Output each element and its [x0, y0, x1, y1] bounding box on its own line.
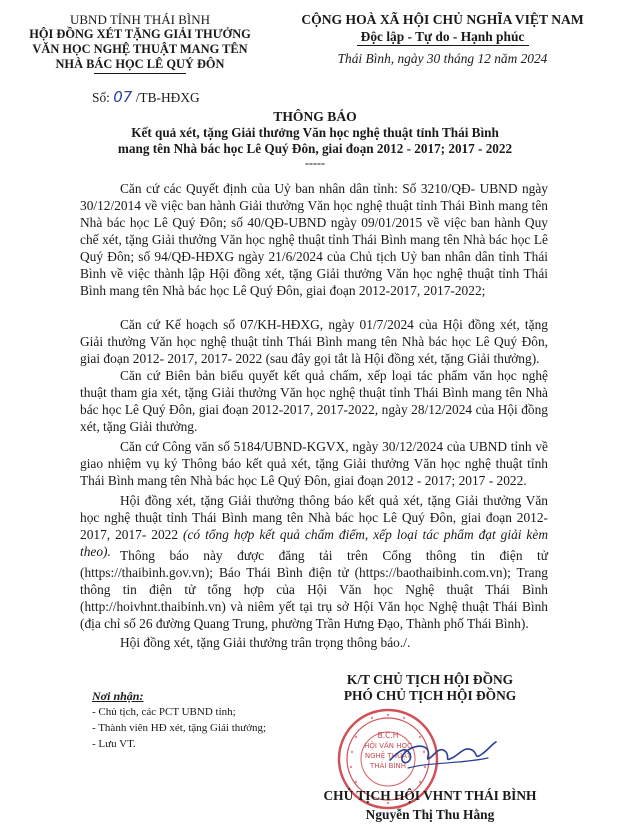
paragraph-legal-basis-2: Căn cứ Kế hoạch số 07/KH-HĐXG, ngày 01/7/2024 của Hội đồng xét, tặng Giải thưởng Văn học nghệ thuật tỉnh Thái Bình mang tên Nhà bác học Lê Quý Đôn, giai đoạn 2012- 2017, 2017- 2022 (sau đây gọi tắt là Hội đồng xét, tặng Giải thưởng). — [80, 317, 548, 366]
header-left — [25, 12, 255, 74]
seal-text-line: THÁI BÌNH — [370, 762, 406, 770]
issuing-authority: UBND TỈNH THÁI BÌNH — [70, 12, 210, 27]
header-left-underline — [94, 73, 186, 74]
handwritten-signature — [380, 728, 500, 778]
handwritten-number: 07 — [113, 88, 133, 106]
council-name-line2: VĂN HỌC NGHỆ THUẬT MANG TÊN — [32, 42, 248, 56]
paragraph-closing: Hội đồng xét, tặng Giải thưởng trân trọng thông báo./. — [120, 635, 411, 650]
paragraph-publication: Thông báo này được đăng tải trên Cổng thông tin điện tử (https://thaibinh.gov.vn); Báo Thái Bình điện tử (https://baothaibinh.com.vn); Trang thông tin điện tử tổng hợp của Hội Văn học Nghệ thuật Thái Bình (http://hoivhnt.thaibinh.vn) và niêm yết tại trụ sở Hội Văn học Nghệ thuật Thái Bình (địa chỉ số 26 đường Quang Trung, phường Trần Hưng Đạo, Thành phố Thái Bình). — [80, 548, 548, 631]
seal-text-line: B.C.H — [377, 731, 399, 740]
council-name-line1: HỘI ĐỒNG XÉT TẶNG GIẢI THƯỞNG — [29, 27, 251, 41]
recipient-item: - Thành viên HĐ xét, tặng Giải thưởng; — [92, 722, 267, 734]
announcement-attachment-note: (có tổng hợp kết quả chấm điểm, xếp loại tác phẩm đạt giải kèm theo). — [80, 527, 548, 559]
paragraph-legal-basis-3: Căn cứ Biên bản biểu quyết kết quả chấm, xếp loại tác phẩm văn học nghệ thuật tham gia xét, tặng Giải thưởng Văn học nghệ thuật tỉnh Thái Bình mang tên Nhà bác học Lê Quý Đôn, giai đoạn 2012-2017, 2017-2022, ngày 28/12/2024 của Hội đồng xét, tặng Giải thưởng. — [80, 368, 548, 434]
signature-line-1: K/T CHỦ TỊCH HỘI ĐỒNG — [346, 672, 514, 687]
signer-title: CHỦ TỊCH HỘI VHNT THÁI BÌNH — [323, 788, 537, 803]
recipient-item: - Lưu VT. — [92, 738, 136, 750]
recipient-item: - Chủ tịch, các PCT UBND tỉnh; — [92, 706, 236, 718]
document-number: Số: 07 /TB-HĐXG — [92, 88, 200, 106]
announcement-text: Hội đồng xét, tặng Giải thưởng thông báo kết quả xét, tặng Giải thưởng Văn học nghệ thuật tỉnh Thái Bình mang tên Nhà bác học Lê Quý Đôn, giai đoạn 2012- 2017, 2017- 2022 — [80, 493, 548, 542]
motto-underline — [357, 45, 529, 46]
recipients-heading: Nơi nhận: — [92, 689, 144, 703]
recipients-block — [92, 688, 322, 752]
place-date: Thái Bình, ngày 30 tháng 12 năm 2024 — [337, 51, 548, 66]
country-name: CỘNG HOÀ XÃ HỘI CHỦ NGHĨA VIỆT NAM — [301, 12, 584, 27]
signer-block — [285, 788, 575, 823]
national-motto: Độc lập - Tự do - Hạnh phúc — [360, 29, 525, 44]
signature-scribble — [380, 728, 500, 778]
title-separator: ----- — [305, 156, 325, 170]
paragraph-legal-basis-1: Căn cứ các Quyết định của Uỷ ban nhân dân tỉnh: Số 3210/QĐ- UBND ngày 30/12/2014 về việc ban hành Giải thưởng Văn học nghệ thuật tỉnh Thái Bình mang tên Nhà bác học Lê Quý Đôn; số 40/QĐ-UBND ngày 09/01/2015 về việc ban hành Quy chế xét, tặng Giải thưởng Văn học nghệ thuật tỉnh Thái Bình mang tên Nhà bác học Lê Quý Đôn; số 94/QĐ-HĐXG ngày 21/6/2024 của Chủ tịch Uỷ ban nhân dân tỉnh Thái Bình về việc thành lập Hội đồng xét, tặng Giải thưởng Văn học nghệ thuật tỉnh Thái Bình mang tên Nhà bác học Lê Quý Đôn, giai đoạn 2012-2017, 2017-2022; — [80, 181, 548, 298]
signer-name: Nguyễn Thị Thu Hằng — [365, 807, 495, 822]
council-name-line3: NHÀ BÁC HỌC LÊ QUÝ ĐÔN — [55, 57, 225, 71]
notice-title-block — [40, 108, 590, 169]
signature-authority — [300, 672, 560, 704]
notice-heading: THÔNG BÁO — [273, 109, 357, 124]
notice-subtitle-2: mang tên Nhà bác học Lê Quý Đôn, giai đoạn 2012 - 2017; 2017 - 2022 — [117, 141, 513, 156]
notice-subtitle-1: Kết quả xét, tặng Giải thưởng Văn học nghệ thuật tỉnh Thái Bình — [131, 125, 499, 140]
seal-text-line: HỘI VĂN HỌC — [364, 742, 412, 750]
signature-line-2: PHÓ CHỦ TỊCH HỘI ĐỒNG — [343, 688, 517, 703]
header-right — [270, 12, 615, 67]
seal-text-line: NGHỆ THUẬT — [364, 752, 412, 760]
paragraph-legal-basis-4: Căn cứ Công văn số 5184/UBND-KGVX, ngày 30/12/2024 của UBND tỉnh về giao nhiệm vụ ký Thông báo kết quả xét, tặng Giải thưởng Văn học nghệ thuật tỉnh Thái Bình mang tên Nhà bác học Lê Quý Đôn, giai đoạn 2012 - 2017; 2017 - 2022. — [80, 439, 548, 488]
